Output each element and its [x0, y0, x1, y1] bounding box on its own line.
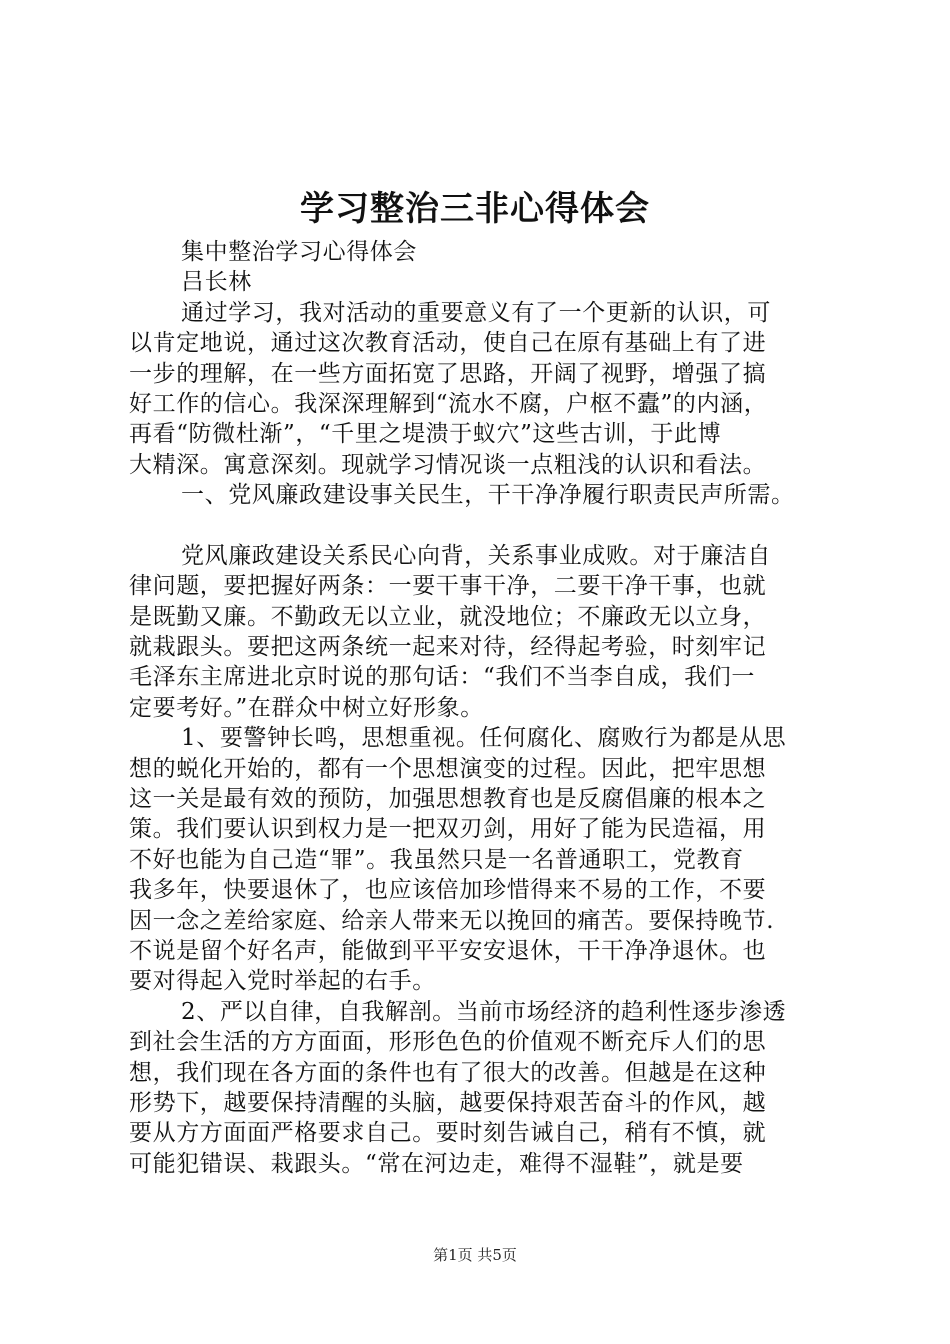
paragraph-3-line: 1、要警钟长鸣，思想重视。任何腐化、腐败行为都是从思 — [181, 725, 787, 752]
paragraph-3-line: 这一关是最有效的预防，加强思想教育也是反腐倡廉的根本之 — [129, 786, 767, 813]
paragraph-2-line: 就栽跟头。要把这两条统一起来对待，经得起考验，时刻牢记 — [129, 634, 767, 661]
blank-line — [129, 511, 841, 541]
document-author: 吕长林 — [181, 269, 252, 296]
paragraph-3-line: 策。我们要认识到权力是一把双刃剑，用好了能为民造福，用 — [129, 816, 767, 843]
page-footer: 第1页 共5页 — [433, 1246, 517, 1264]
paragraph-2-line: 毛泽东主席进北京时说的那句话：“我们不当李自成，我们一 — [129, 664, 755, 691]
paragraph-4-line: 要从方方面面严格要求自己。要时刻告诫自己，稍有不慎，就 — [129, 1120, 767, 1147]
paragraph-4-line: 形势下，越要保持清醒的头脑，越要保持艰苦奋斗的作风，越 — [129, 1089, 767, 1116]
paragraph-1-line: 以肯定地说，通过这次教育活动，使自己在原有基础上有了进 — [129, 330, 767, 357]
paragraph-3-line: 想的蜕化开始的，都有一个思想演变的过程。因此，把牢思想 — [129, 755, 767, 782]
paragraph-1-line: 再看“防微杜渐”，“千里之堤溃于蚁穴”这些古训，于此博 — [129, 421, 722, 448]
paragraph-1-line: 一步的理解，在一些方面拓宽了思路，开阔了视野，增强了搞 — [129, 360, 767, 387]
paragraph-4-line: 到社会生活的方方面面，形形色色的价值观不断充斥人们的思 — [129, 1029, 767, 1056]
paragraph-4-line: 可能犯错误、栽跟头。“常在河边走，难得不湿鞋”，就是要 — [129, 1150, 744, 1177]
paragraph-1-line: 通过学习，我对活动的重要意义有了一个更新的认识，可 — [181, 299, 771, 326]
paragraph-1-line: 大精深。寓意深刻。现就学习情况谈一点粗浅的认识和看法。 — [129, 451, 767, 478]
document-subtitle: 集中整治学习心得体会 — [181, 239, 417, 265]
paragraph-3-line: 不好也能为自己造“罪”。我虽然只是一名普通职工，党教育 — [129, 846, 744, 873]
paragraph-2-line: 是既勤又廉。不勤政无以立业，就没地位；不廉政无以立身， — [129, 603, 767, 630]
paragraph-3-line: 不说是留个好名声，能做到平平安安退休，干干净净退休。也 — [129, 937, 767, 964]
document-title: 学习整治三非心得体会 — [300, 189, 650, 229]
section-heading-1: 一、党风廉政建设事关民生，干干净净履行职责民声所需。 — [181, 482, 795, 509]
paragraph-3-line: 我多年，快要退休了，也应该倍加珍惜得来不易的工作，不要 — [129, 877, 767, 904]
paragraph-2-line: 定要考好。”在群众中树立好形象。 — [129, 694, 484, 721]
document-body — [129, 237, 841, 1179]
paragraph-2-line: 党风廉政建设关系民心向背，关系事业成败。对于廉洁自 — [181, 542, 771, 569]
paragraph-1-line: 好工作的信心。我深深理解到“流水不腐，户枢不蠹”的内涵， — [129, 390, 768, 417]
paragraph-4-line: 2、严以自律，自我解剖。当前市场经济的趋利性逐步渗透 — [181, 998, 787, 1025]
paragraph-3-line: 要对得起入党时举起的右手。 — [129, 968, 436, 995]
paragraph-4-line: 想，我们现在各方面的条件也有了很大的改善。但越是在这种 — [129, 1059, 767, 1086]
paragraph-2-line: 律问题，要把握好两条：一要干事干净，二要干净干事，也就 — [129, 573, 767, 600]
paragraph-3-line: 因一念之差给家庭、给亲人带来无以挽回的痛苦。要保持晚节. — [129, 907, 775, 934]
